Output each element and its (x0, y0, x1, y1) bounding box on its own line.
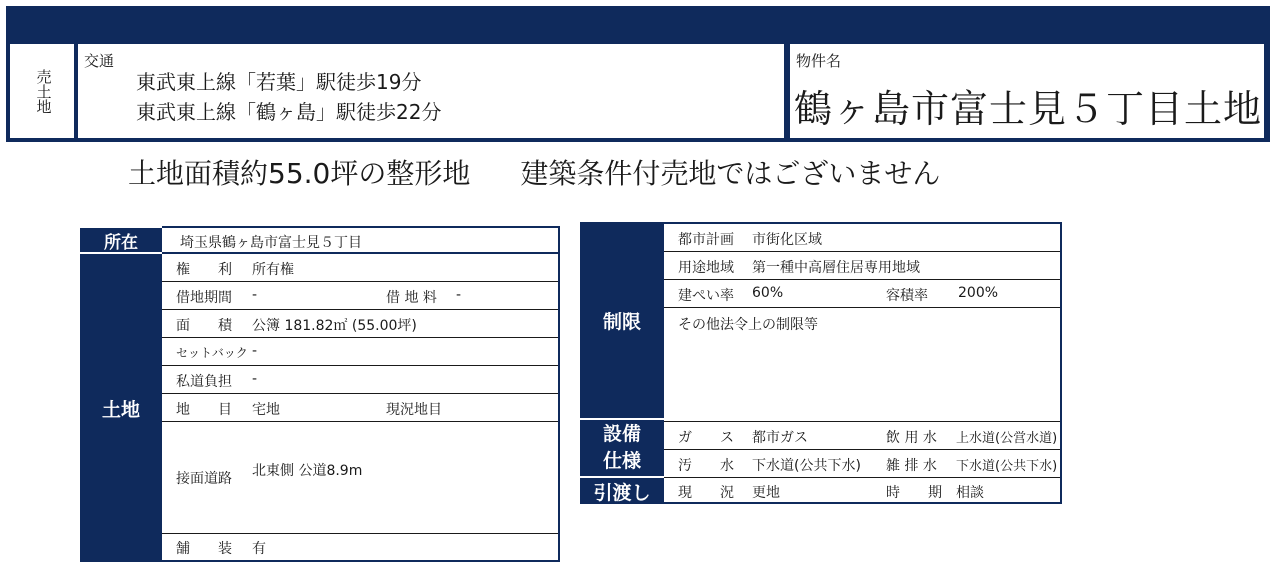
land-category-key: 地 目 (176, 402, 232, 418)
road-row (162, 422, 558, 534)
far-key: 容積率 (886, 288, 928, 304)
private-road-row (162, 366, 558, 394)
status-value: 更地 (752, 485, 780, 501)
coverage-value: 60% (752, 285, 784, 301)
category-label: 売土地 (34, 68, 53, 114)
lease-fee-key: 借 地 料 (386, 290, 437, 306)
header-panel (6, 40, 1270, 142)
handover-row (664, 478, 1060, 504)
setback-value: - (252, 343, 258, 359)
other-restrictions-row (664, 308, 1060, 422)
land-category-row (162, 394, 558, 422)
timing-key: 時 期 (886, 485, 942, 501)
city-planning-row (664, 224, 1060, 252)
paving-value: 有 (252, 541, 266, 557)
lease-fee-value: - (456, 287, 462, 303)
coverage-row (664, 280, 1060, 308)
land-category-value: 宅地 (252, 402, 280, 418)
property-name: 鶴ヶ島市富士見５丁目土地 (794, 87, 1263, 131)
location-cell (162, 226, 560, 254)
access-box (78, 44, 784, 138)
city-planning-key: 都市計画 (678, 232, 734, 248)
rights-key: 権 利 (176, 262, 232, 278)
access-label: 交通 (84, 52, 115, 70)
equipment-label-1: 設備 (602, 423, 641, 445)
private-road-value: - (252, 371, 258, 387)
city-planning-value: 市街化区域 (752, 232, 822, 248)
area-value: 公簿 181.82㎡ (55.00坪) (252, 318, 417, 334)
lease-row (162, 282, 558, 310)
road-value: 北東側 公道8.9m (252, 463, 363, 479)
tagline-part2: 建築条件付売地ではございません (520, 157, 941, 190)
far-value: 200% (958, 285, 999, 301)
access-line-1: 東武東上線「若葉」駅徒歩19分 (136, 70, 422, 94)
other-restrictions: その他法令上の制限等 (678, 317, 818, 333)
water-key: 飲 用 水 (886, 430, 937, 446)
paving-row (162, 534, 558, 560)
zoning-row (664, 252, 1060, 280)
water-value: 上水道(公営水道) (956, 431, 1058, 446)
setback-key: セットバック (176, 346, 248, 360)
sewage-value: 下水道(公共下水) (752, 458, 861, 474)
rights-value: 所有権 (252, 262, 294, 278)
tagline-part1: 土地面積約55.0坪の整形地 (128, 157, 471, 190)
drain-key: 雑 排 水 (886, 458, 937, 474)
access-line-2: 東武東上線「鶴ヶ島」駅徒歩22分 (136, 100, 442, 124)
property-name-label: 物件名 (796, 52, 842, 70)
zoning-key: 用途地域 (678, 260, 734, 276)
drain-value: 下水道(公共下水) (956, 459, 1058, 474)
land-body (162, 254, 560, 562)
lease-period-value: - (252, 287, 258, 303)
private-road-key: 私道負担 (176, 374, 232, 390)
location-label: 所在 (80, 228, 162, 252)
gas-water-row (664, 422, 1060, 450)
top-band (6, 6, 1270, 40)
property-name-box (790, 44, 1264, 138)
location-value: 埼玉県鶴ヶ島市富士見５丁目 (180, 235, 362, 251)
coverage-key: 建ぺい率 (678, 288, 734, 304)
tagline (128, 152, 940, 192)
handover-label: 引渡し (580, 478, 664, 504)
current-category-key: 現況地目 (386, 402, 442, 418)
lease-period-key: 借地期間 (176, 290, 232, 306)
equipment-label-2: 仕様 (602, 450, 641, 472)
sewage-key: 汚 水 (678, 458, 734, 474)
rights-row (162, 254, 558, 282)
setback-row (162, 338, 558, 366)
land-label: 土地 (80, 254, 162, 562)
zoning-value: 第一種中高層住居専用地域 (752, 260, 920, 276)
area-key: 面 積 (176, 318, 232, 334)
status-key: 現 況 (678, 485, 734, 501)
gas-key: ガ ス (678, 430, 734, 446)
sewage-row (664, 450, 1060, 478)
gas-value: 都市ガス (752, 430, 808, 446)
equipment-label (580, 420, 664, 476)
restriction-label: 制限 (580, 222, 664, 418)
area-row (162, 310, 558, 338)
right-body (664, 222, 1062, 504)
timing-value: 相談 (956, 485, 984, 501)
paving-key: 舗 装 (176, 541, 232, 557)
road-key: 接面道路 (176, 471, 232, 487)
